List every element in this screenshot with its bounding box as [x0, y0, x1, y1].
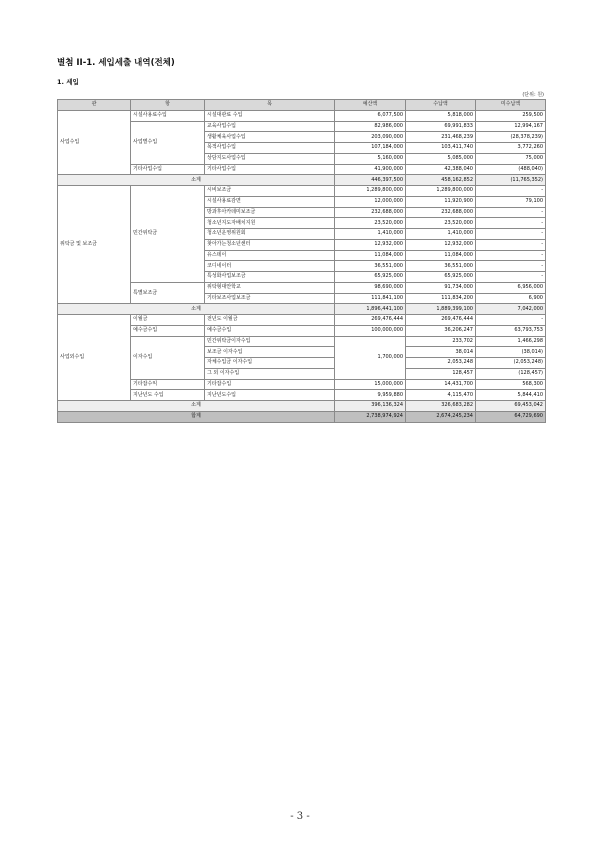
- hang-label: 특별보조금: [131, 282, 205, 304]
- document-title: 별첨 II-1. 세입세출 내역(전체): [57, 58, 175, 68]
- mok-label: 생활체육사업수입: [205, 132, 335, 143]
- budget-cell: 203,090,000: [335, 132, 406, 143]
- received-cell: 458,162,852: [406, 175, 476, 186]
- unreceived-cell: 12,994,167: [476, 121, 546, 132]
- unreceived-cell: 64,729,690: [476, 411, 546, 422]
- unreceived-cell: (11,765,352): [476, 175, 546, 186]
- budget-cell: 2,738,974,924: [335, 411, 406, 422]
- mok-label: 시비보조금: [205, 186, 335, 197]
- received-cell: 23,520,000: [406, 218, 476, 229]
- received-cell: 128,457: [406, 368, 476, 379]
- table-row: [58, 282, 546, 293]
- unreceived-cell: -: [476, 261, 546, 272]
- header-received: 수납액: [406, 100, 476, 111]
- hang-label: 예수금수입: [131, 325, 205, 336]
- received-cell: 1,289,800,000: [406, 186, 476, 197]
- mok-label: 찾아가는청소년센터: [205, 239, 335, 250]
- unreceived-cell: 63,793,753: [476, 325, 546, 336]
- received-cell: 14,431,700: [406, 379, 476, 390]
- page-number: - 3 -: [290, 811, 310, 822]
- revenue-table: [57, 99, 546, 423]
- budget-cell: 12,932,000: [335, 239, 406, 250]
- mok-label: 민간위탁금이자수입: [205, 336, 335, 347]
- table-row: [58, 110, 546, 121]
- mok-label: 위탁형대안학교: [205, 282, 335, 293]
- budget-cell: 5,160,000: [335, 153, 406, 164]
- header-unreceived: 미수납액: [476, 100, 546, 111]
- header-hang: 항: [131, 100, 205, 111]
- table-row: [58, 379, 546, 390]
- budget-cell: 82,986,000: [335, 121, 406, 132]
- hang-label: 민간위탁금: [131, 186, 205, 283]
- received-cell: 2,674,245,234: [406, 411, 476, 422]
- table-header-row: [58, 100, 546, 111]
- budget-cell: 232,688,000: [335, 207, 406, 218]
- received-cell: 5,085,000: [406, 153, 476, 164]
- budget-cell: 12,000,000: [335, 196, 406, 207]
- budget-cell: 1,700,000: [335, 336, 406, 379]
- group-label: 사업수입: [58, 110, 131, 175]
- table-row: [58, 315, 546, 326]
- unreceived-cell: -: [476, 315, 546, 326]
- unreceived-cell: -: [476, 250, 546, 261]
- received-cell: 4,115,470: [406, 390, 476, 401]
- subtotal-row: [58, 304, 546, 315]
- unreceived-cell: 75,000: [476, 153, 546, 164]
- budget-cell: 15,000,000: [335, 379, 406, 390]
- received-cell: 69,991,833: [406, 121, 476, 132]
- received-cell: 36,206,247: [406, 325, 476, 336]
- budget-cell: 9,959,880: [335, 390, 406, 401]
- unreceived-cell: 79,100: [476, 196, 546, 207]
- hang-label: 지난년도 수입: [131, 390, 205, 401]
- budget-cell: 41,900,000: [335, 164, 406, 175]
- mok-label: 목적사업수입: [205, 143, 335, 154]
- unreceived-cell: 1,466,298: [476, 336, 546, 347]
- budget-cell: 111,841,100: [335, 293, 406, 304]
- mok-label: 코디네이터: [205, 261, 335, 272]
- unreceived-cell: 568,300: [476, 379, 546, 390]
- mok-label: 기타사업수입: [205, 164, 335, 175]
- unreceived-cell: (38,014): [476, 347, 546, 358]
- hang-label: 기타사업수입: [131, 164, 205, 175]
- received-cell: 12,932,000: [406, 239, 476, 250]
- received-cell: 2,053,248: [406, 358, 476, 369]
- unreceived-cell: -: [476, 229, 546, 240]
- unreceived-cell: 5,844,410: [476, 390, 546, 401]
- unreceived-cell: -: [476, 239, 546, 250]
- subtotal-label: 소계: [58, 304, 335, 315]
- unreceived-cell: (28,378,239): [476, 132, 546, 143]
- budget-cell: 6,077,500: [335, 110, 406, 121]
- group-label: 위탁금 및 보조금: [58, 186, 131, 304]
- mok-label: 교육사업수입: [205, 121, 335, 132]
- unreceived-cell: -: [476, 186, 546, 197]
- table-row: [58, 325, 546, 336]
- budget-cell: 269,476,444: [335, 315, 406, 326]
- received-cell: 38,014: [406, 347, 476, 358]
- mok-label: 청소년운영위원회: [205, 229, 335, 240]
- received-cell: 232,688,000: [406, 207, 476, 218]
- mok-label: 그 외 이자수입: [205, 368, 335, 379]
- hang-label: 기타잡수익: [131, 379, 205, 390]
- group-label: 사업외수입: [58, 315, 131, 401]
- received-cell: 103,411,740: [406, 143, 476, 154]
- mok-label: 기타보조사업보조금: [205, 293, 335, 304]
- received-cell: 233,702: [406, 336, 476, 347]
- unreceived-cell: -: [476, 218, 546, 229]
- table-row: [58, 336, 546, 347]
- unreceived-cell: 3,772,260: [476, 143, 546, 154]
- hang-label: 이월금: [131, 315, 205, 326]
- unreceived-cell: 259,500: [476, 110, 546, 121]
- table-row: [58, 186, 546, 197]
- table-row: [58, 121, 546, 132]
- mok-label: 청소년지도자배치지원: [205, 218, 335, 229]
- received-cell: 231,468,239: [406, 132, 476, 143]
- total-row: [58, 411, 546, 422]
- budget-cell: 1,410,000: [335, 229, 406, 240]
- received-cell: 269,476,444: [406, 315, 476, 326]
- mok-label: 예수금수입: [205, 325, 335, 336]
- unreceived-cell: 69,453,042: [476, 401, 546, 412]
- mok-label: 시설사용료감면: [205, 196, 335, 207]
- budget-cell: 98,690,000: [335, 282, 406, 293]
- received-cell: 91,734,000: [406, 282, 476, 293]
- received-cell: 65,925,000: [406, 272, 476, 283]
- unreceived-cell: -: [476, 207, 546, 218]
- unit-note: (단위: 원): [522, 92, 544, 98]
- unreceived-cell: (128,457): [476, 368, 546, 379]
- subtotal-row: [58, 401, 546, 412]
- mok-label: 시설대관료 수입: [205, 110, 335, 121]
- budget-cell: 1,289,800,000: [335, 186, 406, 197]
- received-cell: 1,889,399,100: [406, 304, 476, 315]
- received-cell: 5,818,000: [406, 110, 476, 121]
- mok-label: 기타잡수입: [205, 379, 335, 390]
- hang-label: 이자수입: [131, 336, 205, 379]
- budget-cell: 23,520,000: [335, 218, 406, 229]
- unreceived-cell: (488,040): [476, 164, 546, 175]
- mok-label: 지난년도수입: [205, 390, 335, 401]
- budget-cell: 1,896,441,100: [335, 304, 406, 315]
- budget-cell: 11,084,000: [335, 250, 406, 261]
- budget-cell: 65,925,000: [335, 272, 406, 283]
- received-cell: 36,551,000: [406, 261, 476, 272]
- received-cell: 11,084,000: [406, 250, 476, 261]
- received-cell: 111,834,200: [406, 293, 476, 304]
- subtotal-label: 소계: [58, 175, 335, 186]
- mok-label: 자체수입금 이자수입: [205, 358, 335, 369]
- unreceived-cell: 6,900: [476, 293, 546, 304]
- mok-label: 보조금 이자수입: [205, 347, 335, 358]
- subtotal-label: 소계: [58, 401, 335, 412]
- received-cell: 326,683,282: [406, 401, 476, 412]
- unreceived-cell: 6,956,000: [476, 282, 546, 293]
- budget-cell: 36,551,000: [335, 261, 406, 272]
- mok-label: 전년도 이월금: [205, 315, 335, 326]
- received-cell: 11,920,900: [406, 196, 476, 207]
- received-cell: 1,410,000: [406, 229, 476, 240]
- header-mok: 목: [205, 100, 335, 111]
- total-label: 합계: [58, 411, 335, 422]
- hang-label: 사업별수입: [131, 121, 205, 164]
- table-row: [58, 390, 546, 401]
- hang-label: 시설사용료수입: [131, 110, 205, 121]
- subtotal-row: [58, 175, 546, 186]
- budget-cell: 100,000,000: [335, 325, 406, 336]
- table-row: [58, 164, 546, 175]
- budget-cell: 396,136,324: [335, 401, 406, 412]
- unreceived-cell: (2,053,248): [476, 358, 546, 369]
- budget-cell: 107,184,000: [335, 143, 406, 154]
- mok-label: 유스데이: [205, 250, 335, 261]
- budget-cell: 446,397,500: [335, 175, 406, 186]
- mok-label: 방과후아카데미보조금: [205, 207, 335, 218]
- header-gwan: 관: [58, 100, 131, 111]
- unreceived-cell: 7,042,000: [476, 304, 546, 315]
- received-cell: 42,388,040: [406, 164, 476, 175]
- unreceived-cell: -: [476, 272, 546, 283]
- section-title: 1. 세입: [57, 78, 79, 86]
- mok-label: 특성화사업보조금: [205, 272, 335, 283]
- header-budget: 예산액: [335, 100, 406, 111]
- mok-label: 상담지도사업수입: [205, 153, 335, 164]
